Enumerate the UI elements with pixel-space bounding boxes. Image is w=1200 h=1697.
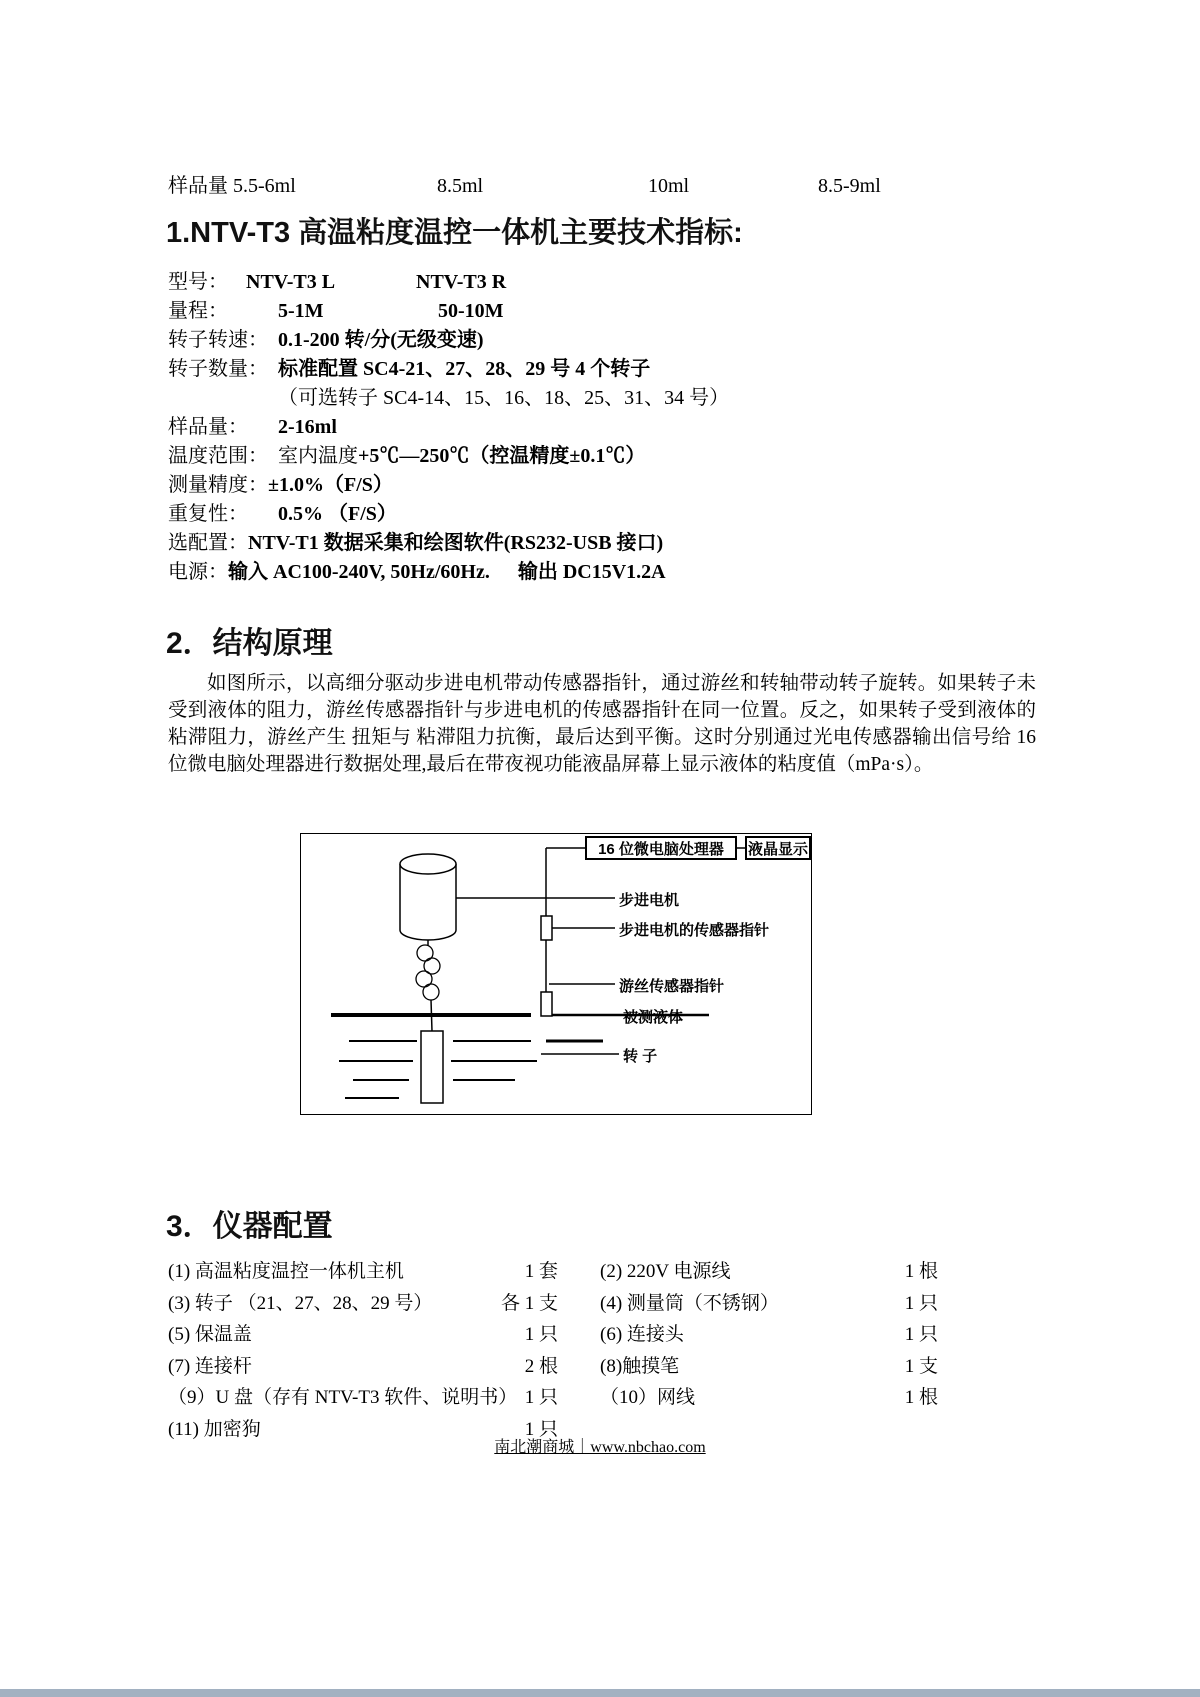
spec-row-range bbox=[168, 297, 729, 326]
config-quantity: 1 根 bbox=[904, 1387, 938, 1408]
config-item: (11) 加密狗 bbox=[168, 1418, 261, 1440]
spec-label: 温度范围： bbox=[168, 445, 268, 467]
config-item: (4) 测量筒（不锈钢） bbox=[600, 1292, 779, 1314]
spec-value: 输出 DC15V1.2A bbox=[517, 561, 666, 583]
config-quantity: 各 1 支 bbox=[500, 1292, 558, 1314]
spec-row-power bbox=[168, 558, 729, 587]
config-item: (1) 高温粘度温控一体机主机 bbox=[168, 1261, 404, 1282]
schematic-svg bbox=[301, 834, 813, 1116]
spec-row-rotors bbox=[168, 355, 729, 384]
config-quantity: 1 只 bbox=[524, 1324, 558, 1345]
stepper-motor-shape bbox=[400, 854, 456, 940]
rotor-shape bbox=[421, 1031, 443, 1103]
spec-row-temperature bbox=[168, 442, 729, 471]
config-item: (3) 转子 （21、27、28、29 号） bbox=[168, 1292, 433, 1314]
config-quantity: 1 根 bbox=[904, 1261, 938, 1282]
sample-volume-value: 样品量 5.5-6ml bbox=[168, 175, 296, 197]
footer-link[interactable]: 南北潮商城｜www.nbchao.com bbox=[494, 1439, 706, 1456]
instrument-configuration-list bbox=[168, 1256, 938, 1445]
config-quantity: 1 只 bbox=[524, 1387, 558, 1408]
spec-label: 选配置： bbox=[168, 532, 248, 554]
section2-title: 2．结构原理 bbox=[166, 627, 333, 660]
config-row bbox=[168, 1319, 938, 1351]
lcd-display-box: 液晶显示 bbox=[745, 836, 811, 860]
spec-row-repeatability bbox=[168, 500, 729, 529]
config-item: (6) 连接头 bbox=[600, 1324, 684, 1345]
spec-label: 样品量： bbox=[168, 416, 248, 438]
config-item: （9）U 盘（存有 NTV-T3 软件、说明书） bbox=[168, 1387, 518, 1408]
spec-label: 量程： bbox=[168, 300, 228, 322]
connector-lines bbox=[428, 848, 745, 1054]
config-item: (2) 220V 电源线 bbox=[600, 1261, 731, 1282]
config-quantity: 1 支 bbox=[904, 1355, 938, 1377]
spec-label: 转子转速： bbox=[168, 329, 268, 351]
spec-row-option bbox=[168, 529, 729, 558]
structure-diagram bbox=[300, 833, 812, 1115]
hairspring-shape bbox=[416, 945, 440, 1000]
config-row bbox=[168, 1288, 938, 1320]
spec-value: ±1.0%（F/S） bbox=[268, 474, 393, 496]
spec-value: 0.1-200 转/分(无级变速) bbox=[278, 329, 484, 351]
sample-volume-row bbox=[168, 172, 908, 200]
spec-value: +5℃—250℃（控温精度±0.1℃） bbox=[358, 445, 646, 467]
diagram-label-rotor: 转 子 bbox=[623, 1048, 658, 1065]
config-row bbox=[168, 1256, 938, 1288]
page-bottom-edge bbox=[0, 1689, 1200, 1697]
config-item: (7) 连接杆 bbox=[168, 1355, 252, 1377]
spec-list bbox=[168, 268, 729, 587]
spec-value: 50-10M bbox=[438, 300, 504, 322]
spec-row-rotors-optional bbox=[168, 384, 729, 413]
diagram-label-hairspring-sensor-pointer: 游丝传感器指针 bbox=[619, 978, 725, 995]
spec-row-speed bbox=[168, 326, 729, 355]
section1-title: 1.NTV-T3 高温粘度温控一体机主要技术指标: bbox=[166, 217, 743, 249]
spec-value: NTV-T3 L bbox=[246, 271, 336, 293]
spec-value: 2-16ml bbox=[278, 416, 337, 438]
spec-row-accuracy bbox=[168, 471, 729, 500]
config-quantity: 1 只 bbox=[904, 1292, 938, 1314]
spec-value-prefix: 室内温度 bbox=[278, 445, 358, 467]
section3-title: 3．仪器配置 bbox=[166, 1210, 333, 1243]
diagram-label-measured-liquid: 被测液体 bbox=[623, 1009, 684, 1026]
config-item: (8)触摸笔 bbox=[600, 1355, 680, 1377]
config-row bbox=[168, 1351, 938, 1383]
spec-value: 0.5% （F/S） bbox=[278, 503, 397, 525]
config-quantity: 1 只 bbox=[524, 1418, 558, 1440]
config-item: (5) 保温盖 bbox=[168, 1324, 252, 1345]
spec-value: NTV-T1 数据采集和绘图软件(RS232-USB 接口) bbox=[248, 532, 664, 554]
spec-value: （可选转子 SC4-14、15、16、18、25、31、34 号） bbox=[278, 387, 730, 409]
processor-box: 16 位微电脑处理器 bbox=[585, 836, 737, 860]
spec-value: 5-1M bbox=[278, 300, 324, 322]
sample-volume-value: 8.5-9ml bbox=[818, 175, 881, 197]
sample-volume-value: 8.5ml bbox=[437, 175, 484, 197]
spec-label bbox=[168, 384, 278, 413]
spec-label: 型号： bbox=[168, 271, 228, 293]
diagram-label-stepper-motor: 步进电机 bbox=[619, 892, 680, 909]
config-quantity: 1 套 bbox=[524, 1261, 558, 1282]
liquid-hatch-lines bbox=[339, 1041, 603, 1098]
diagram-label-motor-sensor-pointer: 步进电机的传感器指针 bbox=[619, 922, 770, 939]
spec-row-model bbox=[168, 268, 729, 297]
spec-row-sample bbox=[168, 413, 729, 442]
spec-value: 标准配置 SC4-21、27、28、29 号 4 个转子 bbox=[278, 358, 651, 380]
config-quantity: 2 根 bbox=[524, 1355, 558, 1377]
config-item: （10）网线 bbox=[600, 1387, 696, 1408]
spec-value: NTV-T3 R bbox=[416, 271, 507, 293]
spec-label: 电源： bbox=[168, 561, 228, 583]
spec-label: 测量精度： bbox=[168, 474, 268, 496]
spec-label: 重复性： bbox=[168, 503, 248, 525]
page-footer bbox=[0, 1434, 1200, 1457]
spec-label: 转子数量： bbox=[168, 358, 268, 380]
sample-volume-value: 10ml bbox=[648, 175, 690, 197]
principle-paragraph: 如图所示，以高细分驱动步进电机带动传感器指针，通过游丝和转轴带动转子旋转。如果转子未受到液体的阻力，游丝传感器指针与步进电机的传感器指针在同一位置。反之，如果转子受到液体的粘滞阻力，游丝产生 扭矩与 粘滞阻力抗衡，最后达到平衡。这时分别通过光电传感器输出信号给 16 位微电脑处理器进行数据处理,最后在带夜视功能液晶屏幕上显示液体的粘度值（mPa·s）。 bbox=[168, 673, 1036, 775]
spec-value: 输入 AC100-240V, 50Hz/60Hz. bbox=[228, 561, 490, 583]
config-quantity: 1 只 bbox=[904, 1324, 938, 1345]
config-row bbox=[168, 1382, 938, 1414]
